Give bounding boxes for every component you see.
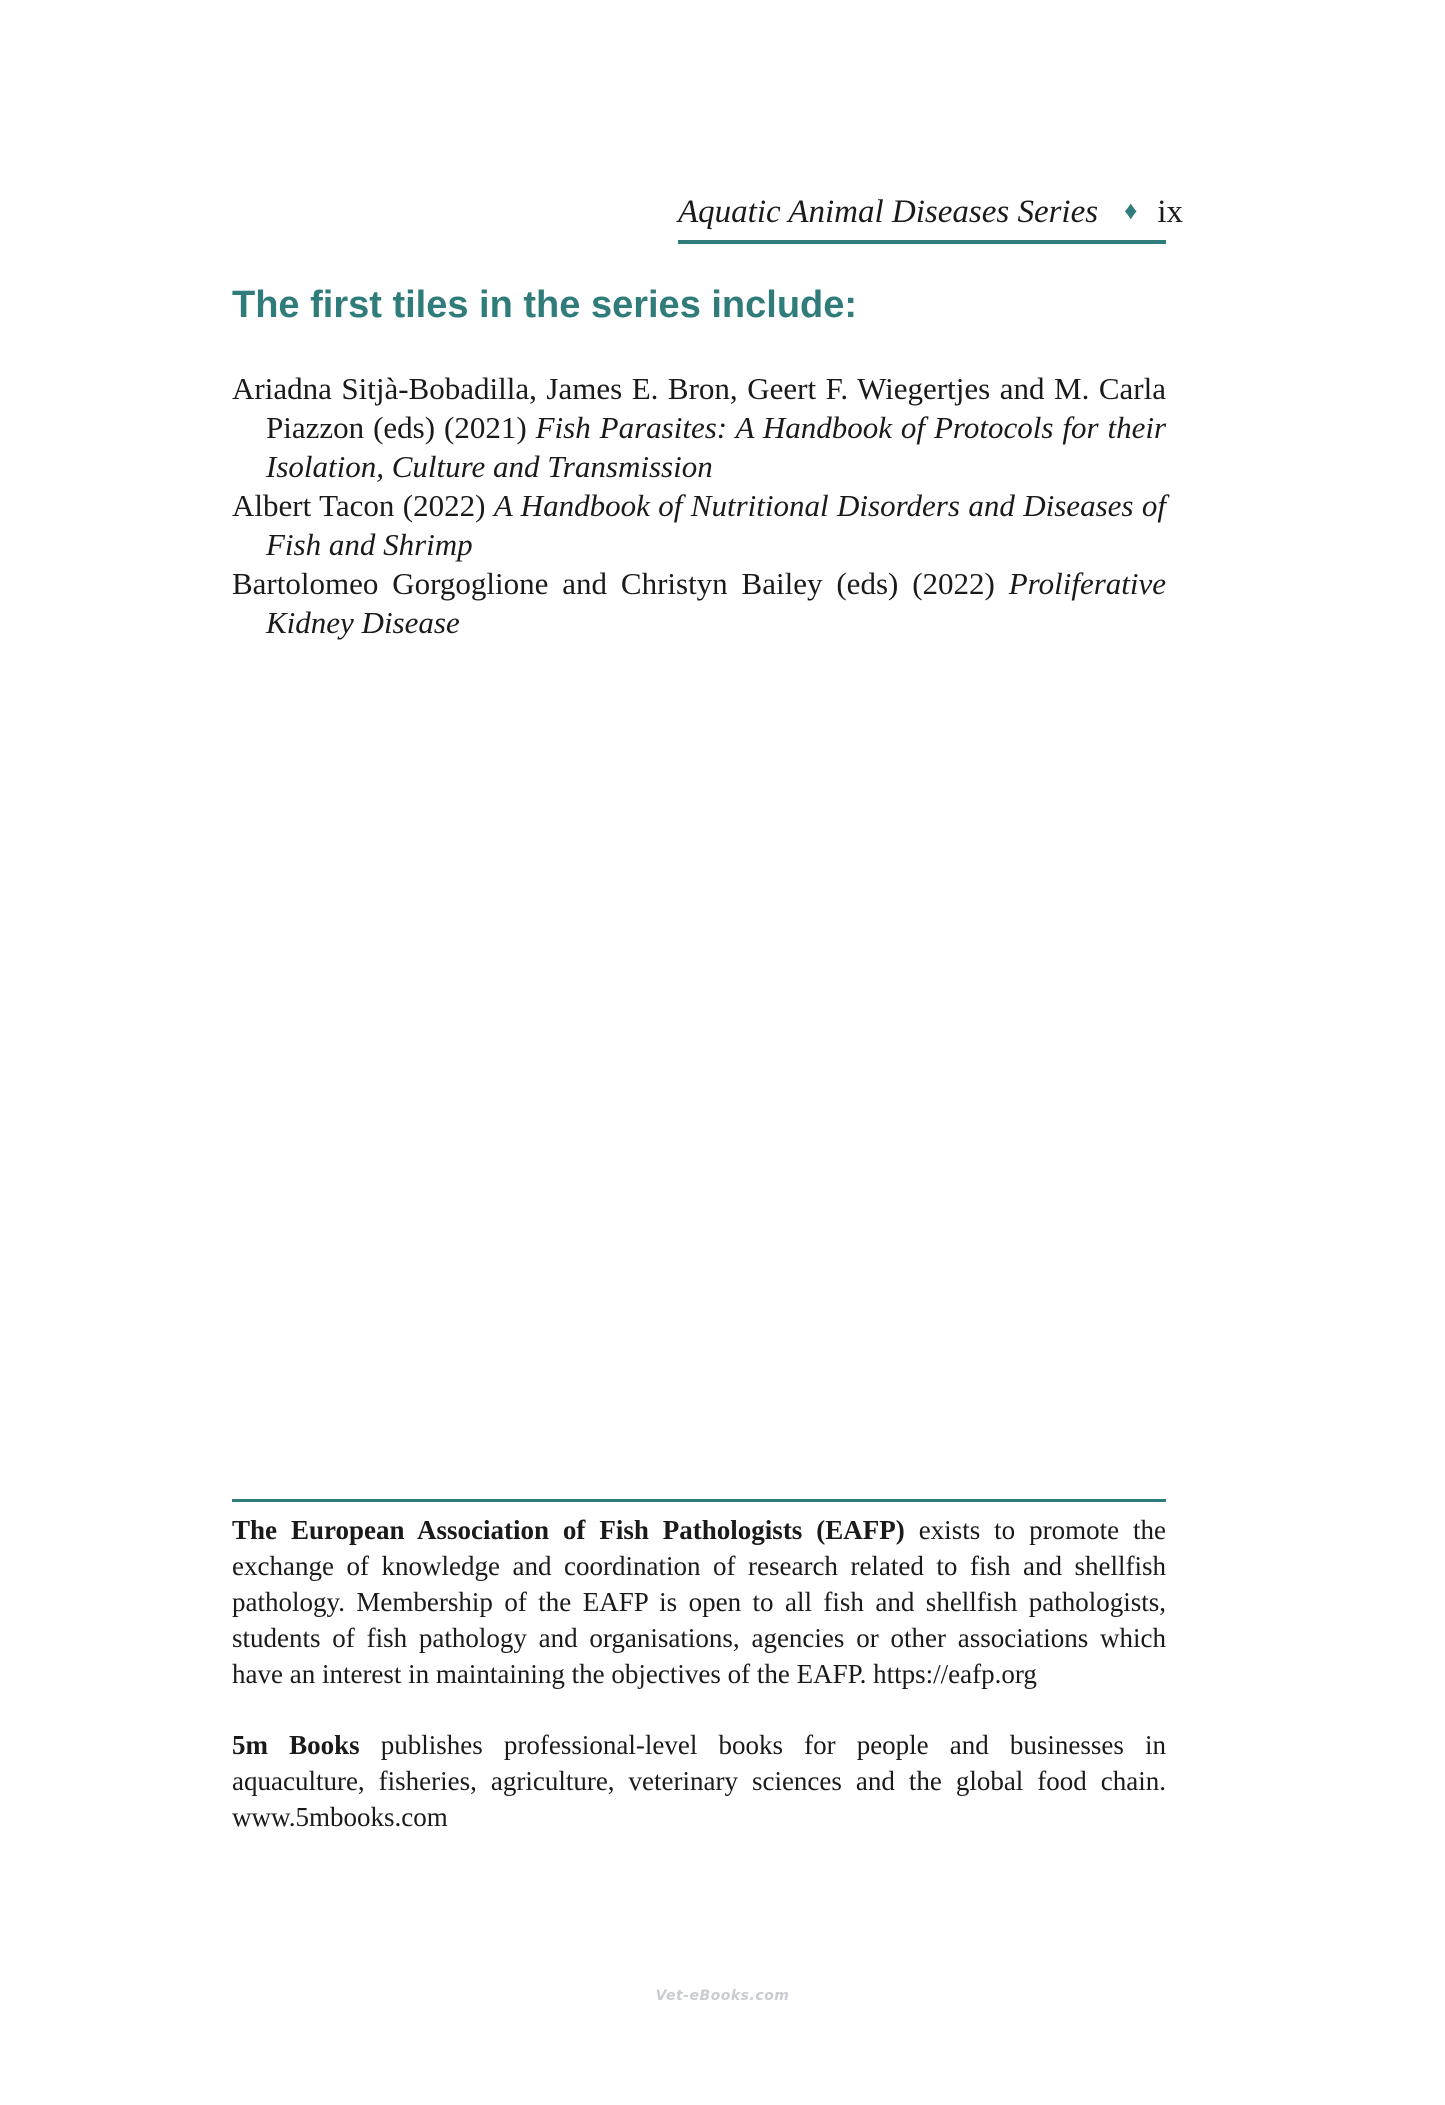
eafp-name: The European Association of Fish Pathologists (EAFP) [232, 1515, 905, 1545]
diamond-separator-icon: ♦ [1124, 196, 1138, 225]
reference-authors: Bartolomeo Gorgoglione and Christyn Bailey (eds) (2022) [232, 566, 995, 601]
reference-title: Fish Parasites: A Handbook of Protocols for their Isolation, Culture and Transmission [266, 410, 1167, 484]
page-number: ix [1157, 194, 1184, 230]
reference-item [232, 369, 1166, 486]
footer-divider [232, 1499, 1166, 1502]
publisher-name: 5m Books [232, 1730, 360, 1760]
eafp-description [232, 1512, 1166, 1692]
running-head [678, 190, 1184, 244]
section-heading: The first tiles in the series include: [232, 284, 858, 326]
reference-authors: Albert Tacon (2022) [232, 488, 486, 523]
series-title: Aquatic Animal Diseases Series [678, 194, 1099, 230]
reference-title: Proliferative Kidney Disease [266, 566, 1167, 640]
reference-item [232, 564, 1166, 642]
eafp-text: exists to promote the exchange of knowledge and coordination of research related to fish and shellfish pathology. Membership of the EAFP is open to all fish and shellfish pathologists, students of fish pathology and organisations, agencies or other associations which have an interest in maintaining the objectives of the EAFP. https://eafp.org [232, 1515, 1167, 1689]
reference-item [232, 486, 1166, 564]
publisher-description [232, 1727, 1166, 1835]
watermark-logo: Vet-eBooks.com [655, 1988, 790, 2004]
reference-list [232, 369, 1166, 642]
reference-authors: Ariadna Sitjà-Bobadilla, James E. Bron, Geert F. Wiegertjes and M. Carla Piazzon (eds) (2021) [232, 371, 1166, 445]
reference-title: A Handbook of Nutritional Disorders and Diseases of Fish and Shrimp [266, 488, 1166, 562]
publisher-text: publishes professional-level books for people and businesses in aquaculture, fisheries, agriculture, veterinary sciences and the global food chain. www.5mbooks.com [232, 1730, 1167, 1832]
